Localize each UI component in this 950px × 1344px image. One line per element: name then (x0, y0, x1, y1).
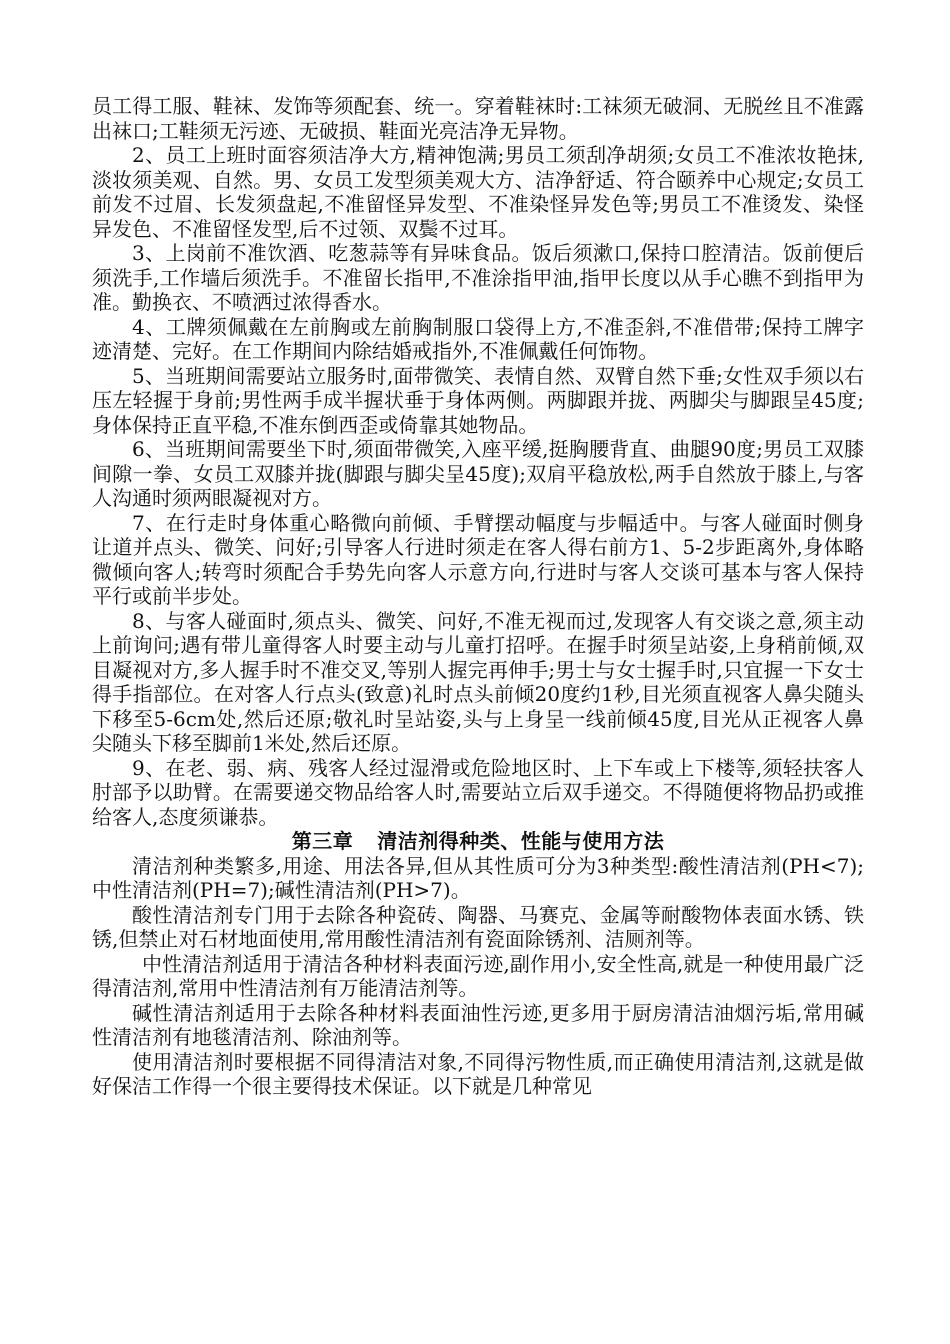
paragraph: 5、当班期间需要站立服务时,面带微笑、表情自然、双臂自然下垂;女性双手须以右压左轻握于身前;男性两手成半握状垂于身体两侧。两脚跟并拢、两脚尖与脚跟呈45度;身体保持正直平稳,不准东倒西歪或倚靠其她物品。 (92, 363, 864, 437)
chapter-title: 清洁剂得种类、性能与使用方法 (377, 829, 665, 853)
paragraphs-before (92, 94, 864, 829)
paragraph: 碱性清洁剂适用于去除各种材料表面油性污迹,更多用于厨房清洁油烟污垢,常用碱性清洁剂有地毯清洁剂、除油剂等。 (92, 1000, 864, 1049)
paragraph: 员工得工服、鞋袜、发饰等须配套、统一。穿着鞋袜时:工袜须无破洞、无脱丝且不准露出袜口;工鞋须无污迹、无破损、鞋面光亮洁净无异物。 (92, 94, 864, 143)
paragraphs-after (92, 854, 864, 1099)
document-page (92, 94, 864, 1099)
paragraph: 酸性清洁剂专门用于去除各种瓷砖、陶器、马赛克、金属等耐酸物体表面水锈、铁锈,但禁止对石材地面使用,常用酸性清洁剂有瓷面除锈剂、洁厕剂等。 (92, 902, 864, 951)
paragraph: 中性清洁剂适用于清洁各种材料表面污迹,副作用小,安全性高,就是一种使用最广泛得清洁剂,常用中性清洁剂有万能清洁剂等。 (92, 951, 864, 1000)
paragraph: 7、在行走时身体重心略微向前倾、手臂摆动幅度与步幅适中。与客人碰面时侧身让道并点头、微笑、问好;引导客人行进时须走在客人得右前方1、5-2步距离外,身体略微倾向客人;转弯时须配合手势先向客人示意方向,行进时与客人交谈可基本与客人保持平行或前半步处。 (92, 510, 864, 608)
paragraph: 3、上岗前不准饮酒、吃葱蒜等有异味食品。饭后须漱口,保持口腔清洁。饭前便后须洗手,工作墙后须洗手。不准留长指甲,不准涂指甲油,指甲长度以从手心瞧不到指甲为准。勤换衣、不喷洒过浓得香水。 (92, 241, 864, 314)
paragraph: 使用清洁剂时要根据不同得清洁对象,不同得污物性质,而正确使用清洁剂,这就是做好保洁工作得一个很主要得技术保证。以下就是几种常见 (92, 1049, 864, 1098)
paragraph: 2、员工上班时面容须洁净大方,精神饱满;男员工须刮净胡须;女员工不准浓妆艳抹,淡妆须美观、自然。男、女员工发型须美观大方、洁净舒适、符合颐养中心规定;女员工前发不过眉、长发须盘起,不准留怪异发型、不准染怪异发色等;男员工不准烫发、染怪异发色、不准留怪发型,后不过领、双鬓不过耳。 (92, 143, 864, 241)
paragraph: 4、工牌须佩戴在左前胸或左前胸制服口袋得上方,不准歪斜,不准借带;保持工牌字迹清楚、完好。在工作期间内除结婚戒指外,不准佩戴任何饰物。 (92, 314, 864, 363)
chapter-number: 第三章 (291, 829, 354, 853)
paragraph: 6、当班期间需要坐下时,须面带微笑,入座平缓,挺胸腰背直、曲腿90度;男员工双膝间隙一拳、女员工双膝并拢(脚跟与脚尖呈45度);双肩平稳放松,两手自然放于膝上,与客人沟通时须两眼凝视对方。 (92, 437, 864, 510)
chapter-heading (92, 829, 864, 854)
paragraph: 8、与客人碰面时,须点头、微笑、问好,不准无视而过,发现客人有交谈之意,须主动上前询问;遇有带儿童得客人时要主动与儿童打招呼。在握手时须呈站姿,上身稍前倾,双目凝视对方,多人握手时不准交叉,等别人握完再伸手;男士与女士握手时,只宜握一下女士得手指部位。在对客人行点头(致意)礼时点头前倾20度约1秒,目光须直视客人鼻尖随头下移至5-6cm处,然后还原;敬礼时呈站姿,头与上身呈一线前倾45度,目光从正视客人鼻尖随头下移至脚前1米处,然后还原。 (92, 608, 864, 755)
paragraph: 清洁剂种类繁多,用途、用法各异,但从其性质可分为3种类型:酸性清洁剂(PH<7);中性清洁剂(PH=7);碱性清洁剂(PH>7)。 (92, 853, 864, 902)
paragraph: 9、在老、弱、病、残客人经过湿滑或危险地区时、上下车或上下楼等,须轻扶客人肘部予以助臂。在需要递交物品给客人时,需要站立后双手递交。不得随便将物品扔或推给客人,态度须谦恭。 (92, 755, 864, 829)
